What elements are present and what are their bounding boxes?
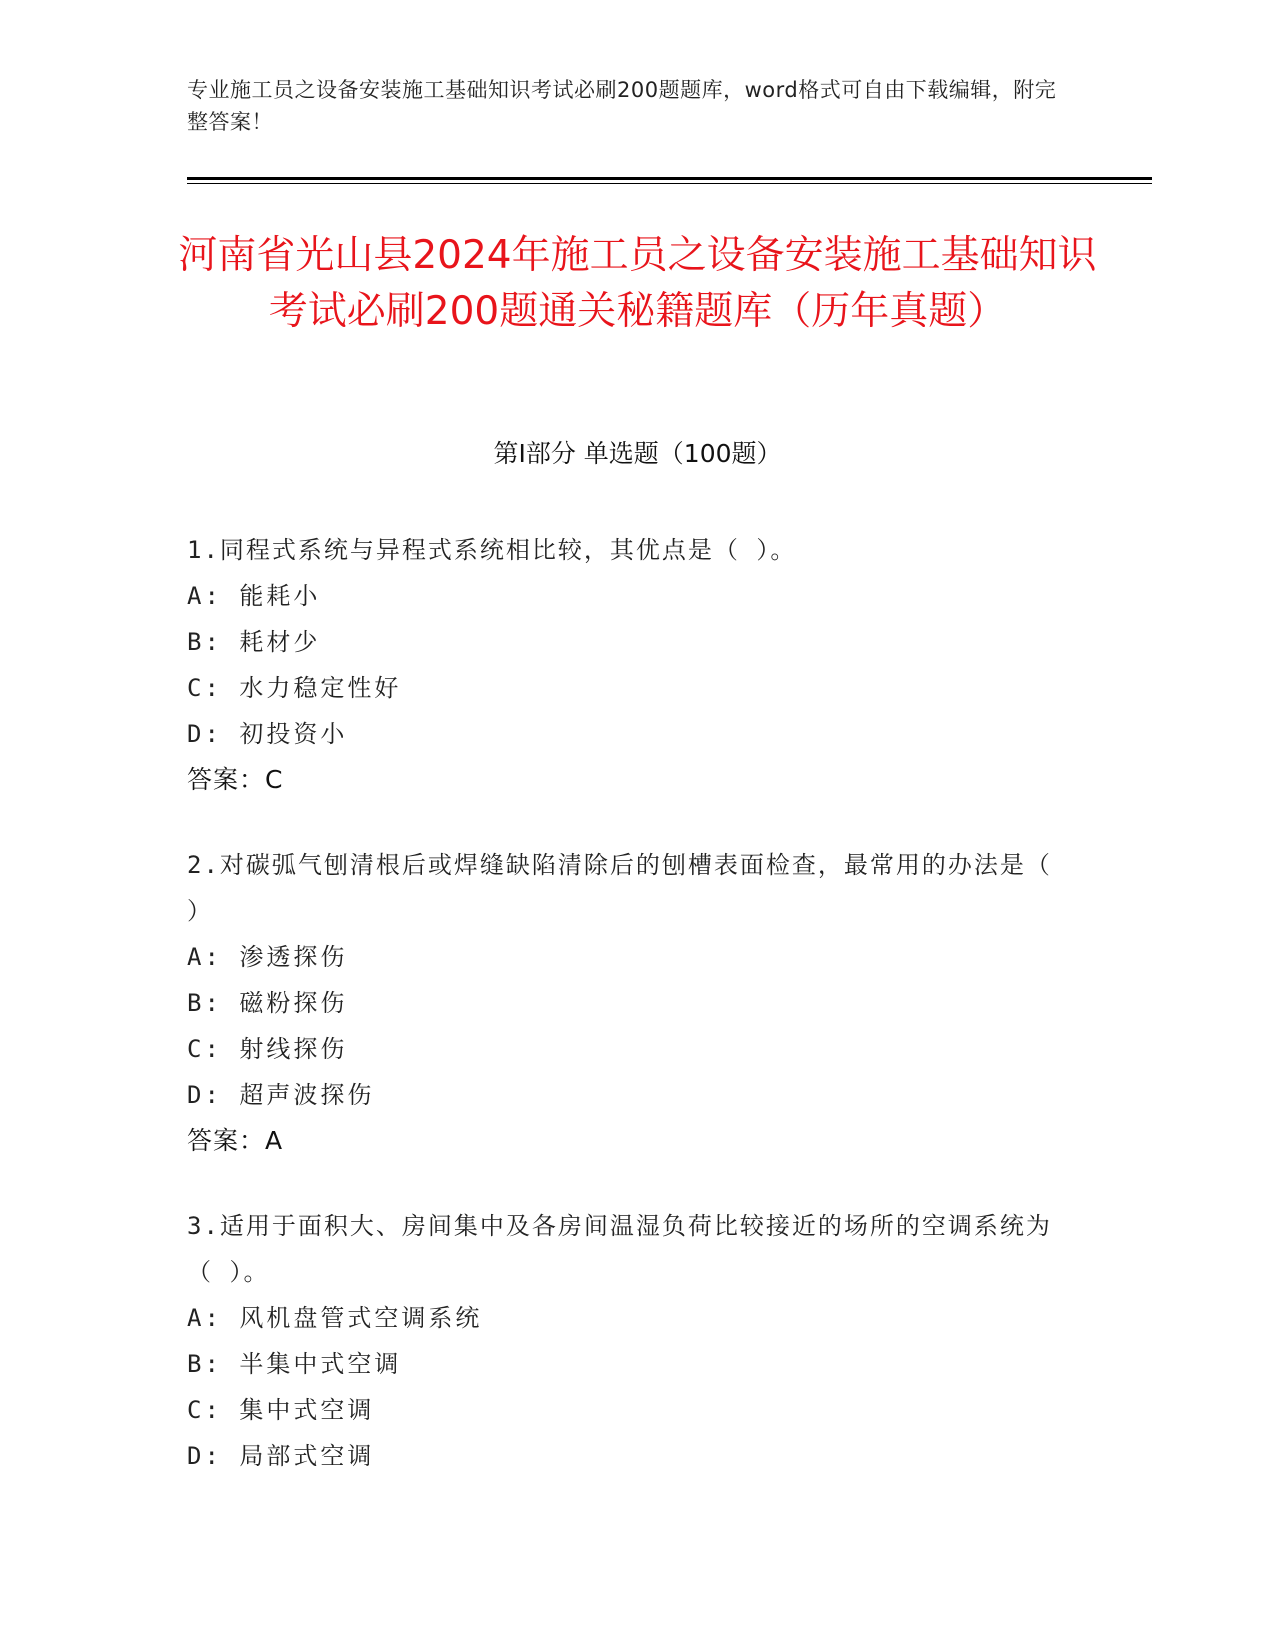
question-stem: 3.适用于面积大、房间集中及各房间温湿负荷比较接近的场所的空调系统为（ ）。 bbox=[187, 1212, 1052, 1286]
option-d: D: 初投资小 bbox=[187, 720, 348, 748]
section-heading: 第Ⅰ部分 单选题（100题） bbox=[493, 439, 782, 468]
option-b: B: 磁粉探伤 bbox=[187, 989, 348, 1017]
header-note: 专业施工员之设备安装施工基础知识考试必刷200题题库，word格式可自由下载编辑，附完整答案！ bbox=[187, 78, 1057, 134]
question-2 bbox=[187, 842, 1067, 1164]
header-rule-thin bbox=[187, 183, 1152, 184]
question-stem: 1.同程式系统与异程式系统相比较，其优点是（ ）。 bbox=[187, 536, 797, 564]
option-c: C: 水力稳定性好 bbox=[187, 674, 402, 702]
question-1 bbox=[187, 527, 1067, 803]
answer: 答案：A bbox=[187, 1126, 284, 1155]
option-c: C: 集中式空调 bbox=[187, 1396, 375, 1424]
option-b: B: 半集中式空调 bbox=[187, 1350, 402, 1378]
answer: 答案：C bbox=[187, 765, 284, 794]
option-a: A: 渗透探伤 bbox=[187, 943, 348, 971]
option-c: C: 射线探伤 bbox=[187, 1035, 348, 1063]
question-stem: 2.对碳弧气刨清根后或焊缝缺陷清除后的刨槽表面检查，最常用的办法是（ ） bbox=[187, 851, 1052, 925]
question-3 bbox=[187, 1203, 1067, 1479]
document-title: 河南省光山县2024年施工员之设备安装施工基础知识考试必刷200题通关秘籍题库（历年真题） bbox=[178, 233, 1097, 334]
option-a: A: 能耗小 bbox=[187, 582, 321, 610]
option-d: D: 局部式空调 bbox=[187, 1442, 375, 1470]
option-a: A: 风机盘管式空调系统 bbox=[187, 1304, 483, 1332]
option-b: B: 耗材少 bbox=[187, 628, 321, 656]
header-rule-thick bbox=[187, 177, 1152, 180]
option-d: D: 超声波探伤 bbox=[187, 1081, 375, 1109]
